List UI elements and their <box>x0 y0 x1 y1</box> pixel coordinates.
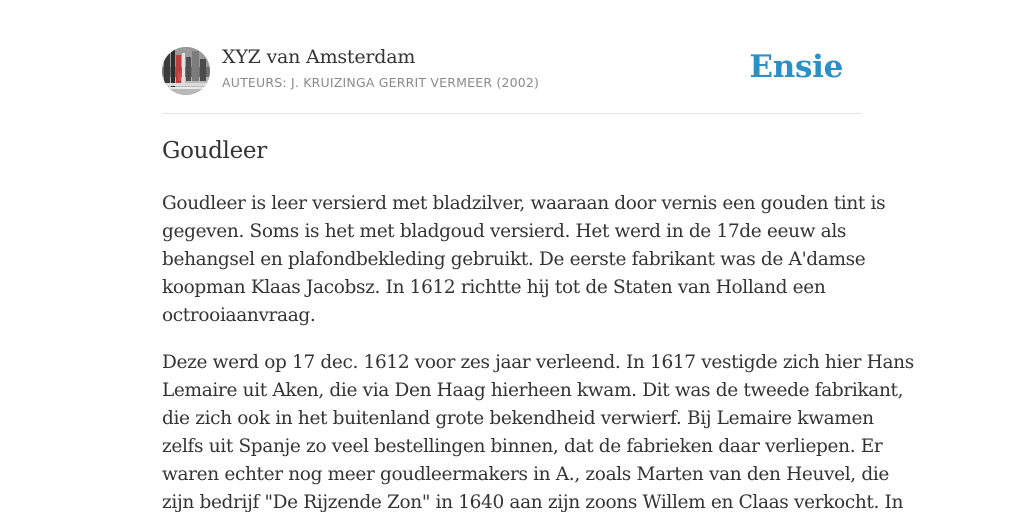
article-body <box>162 190 914 512</box>
paragraph-line: behangsel en plafondbekleding gebruikt. De eerste fabrikant was de A'damse <box>162 249 866 270</box>
article-paragraph <box>162 349 914 512</box>
source-title[interactable]: XYZ van Amsterdam <box>222 46 416 68</box>
source-authors: AUTEURS: J. KRUIZINGA GERRIT VERMEER (2002) <box>222 75 540 90</box>
ensie-logo[interactable]: Ensie <box>749 49 843 85</box>
article-paragraph <box>162 190 886 330</box>
paragraph-line: Deze werd op 17 dec. 1612 voor zes jaar verleend. In 1617 vestigde zich hier Hans <box>162 352 914 373</box>
paragraph-line: koopman Klaas Jacobsz. In 1612 richtte hij tot de Staten van Holland een <box>162 277 826 298</box>
paragraph-line: waren echter nog meer goudleermakers in A., zoals Marten van den Heuvel, die <box>162 464 890 485</box>
paragraph-line: zelfs uit Spanje zo veel bestellingen binnen, dat de fabrieken daar verliepen. Er <box>162 436 883 457</box>
source-header <box>162 46 862 98</box>
city-street-thumbnail-icon <box>162 47 210 95</box>
paragraph-line: octrooiaanvraag. <box>162 305 316 326</box>
source-avatar[interactable] <box>162 47 210 95</box>
paragraph-line: Lemaire uit Aken, die via Den Haag hierheen kwam. Dit was de tweede fabrikant, <box>162 380 904 401</box>
paragraph-line: Goudleer is leer versierd met bladzilver, waaraan door vernis een gouden tint is <box>162 193 886 214</box>
paragraph-line: die zich ook in het buitenland grote bekendheid verwierf. Bij Lemaire kwamen <box>162 408 874 429</box>
paragraph-spacer <box>162 330 862 349</box>
paragraph-line: zijn bedrijf "De Rijzende Zon" in 1640 aan zijn zoons Willem en Claas verkocht. In <box>162 492 904 512</box>
article-title: Goudleer <box>162 138 267 164</box>
paragraph-line: gegeven. Soms is het met bladgoud versierd. Het werd in de 17de eeuw als <box>162 221 847 242</box>
header-divider <box>162 113 862 114</box>
